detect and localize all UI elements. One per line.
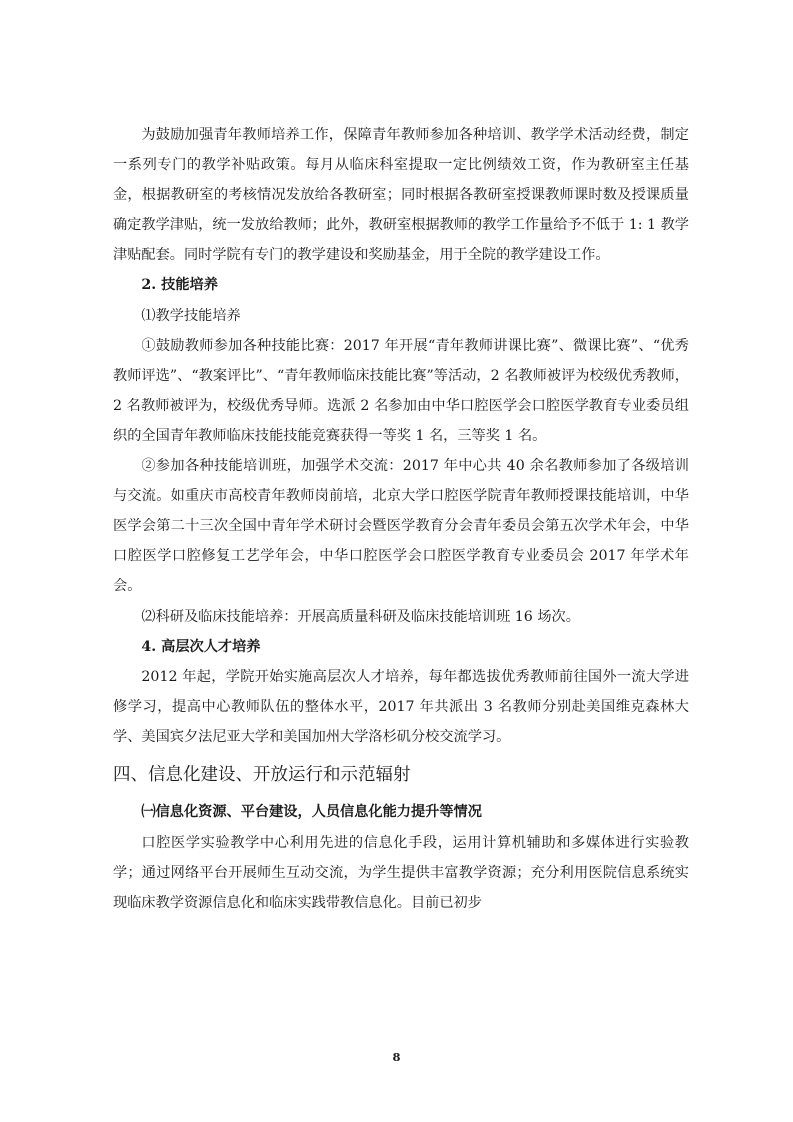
paragraph-teaching-subsidy: 为鼓励加强青年教师培养工作，保障青年教师参加各种培训、教学学术活动经费，制定一系列专门的教学补贴政策。每月从临床科室提取一定比例绩效工资，作为教研室主任基金，根据教研室的考核情况发放给各教研室；同时根据各教研室授课教师课时数及授课质量确定教学津贴，统一发放给教师；此外，教研室根据教师的教学工作量给予不低于 1: 1 教学津贴配套。同时学院有专门的教学建设和奖励基金，用于全院的教学建设工作。 — [113, 127, 689, 264]
paragraph-informatization: 口腔医学实验教学中心利用先进的信息化手段，运用计算机辅助和多媒体进行实验教学；通过网络平台开展师生互动交流，为学生提供丰富教学资源；充分利用医院信息系统实现临床教学资源信息化和临床实践带教信息化。目前已初步 — [113, 834, 689, 912]
paragraph-training-exchange: ②参加各种技能培训班，加强学术交流：2017 年中心共 40 余名教师参加了各级培训与交流。如重庆市高校青年教师岗前培，北京大学口腔医学院青年教师授课技能培训，中华医学会第二十三次全国中青年学术研讨会暨医学教育分会青年委员会第五次学术年会，中华口腔医学口腔修复工艺学年会，中华口腔医学会口腔医学教育专业委员会 2017 年学术年会。 — [113, 458, 689, 595]
heading-high-level-talent: 4. 高层次人才培养 — [141, 638, 261, 655]
paragraph-skill-competitions: ①鼓励教师参加各种技能比赛：2017 年开展“青年教师讲课比赛”、微课比赛”、“优秀教师评选”、“教案评比”、“青年教师临床技能比赛”等活动，2 名教师被评为校级优秀教师，2 名教师被评为，校级优秀导师。选派 2 名参加由中华口腔医学会口腔医学教育专业委员组织的全国青年教师临床技能技能竞赛获得一等奖 1 名，三等奖 1 名。 — [113, 337, 689, 444]
heading-skill-training: 2. 技能培养 — [141, 277, 218, 294]
page-number: 8 — [392, 1050, 401, 1064]
page-content — [113, 120, 689, 918]
paragraph-high-level-talent: 2012 年起，学院开始实施高层次人才培养，每年都选拔优秀教师前往国外一流大学进修学习，提高中心教师队伍的整体水平，2017 年共派出 3 名教师分别赴美国维克森林大学、美国宾夕法尼亚大学和美国加州大学洛杉矶分校交流学习。 — [113, 668, 689, 745]
section-heading-informatization: 四、信息化建设、开放运行和示范辐射 — [113, 764, 411, 785]
heading-teaching-skill: ⑴教学技能培养 — [141, 307, 241, 324]
paragraph-research-clinical: ⑵科研及临床技能培养：开展高质量科研及临床技能培训班 16 场次。 — [141, 608, 580, 625]
subsection-heading-platform: ㈠信息化资源、平台建设，人员信息化能力提升等情况 — [141, 803, 482, 820]
